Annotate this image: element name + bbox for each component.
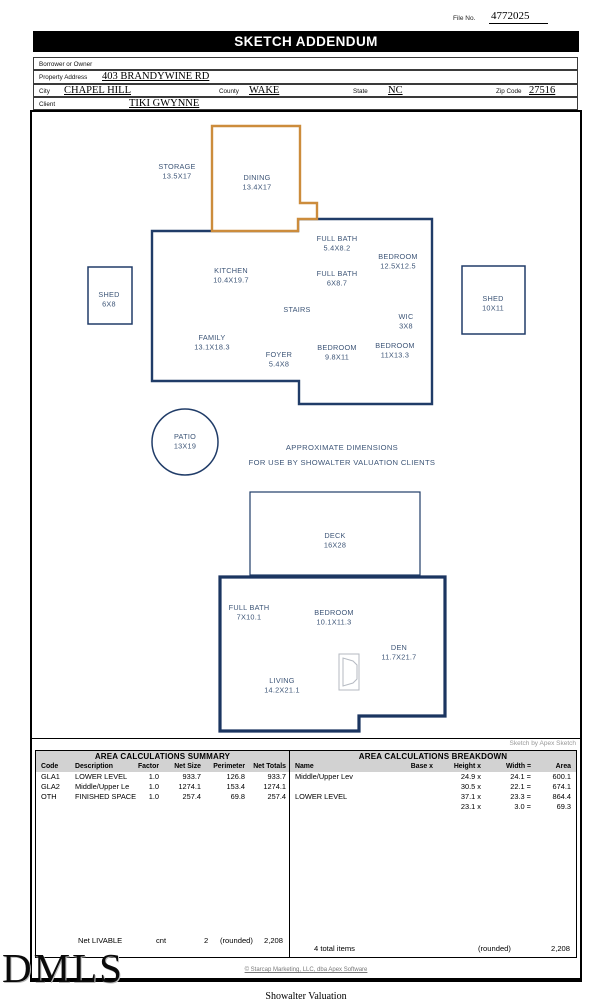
summary-table-title: AREA CALCULATIONS SUMMARY bbox=[36, 751, 289, 762]
room-label-deck: DECK 16X28 bbox=[323, 531, 347, 550]
table-cell: 600.1 bbox=[552, 772, 571, 781]
table-row bbox=[36, 772, 289, 782]
room-label-full-bath-upper: FULL BATH 5.4X8.2 bbox=[316, 234, 358, 253]
city-row bbox=[33, 84, 578, 97]
livable-total: 2,208 bbox=[263, 936, 283, 945]
table-cell bbox=[390, 782, 436, 792]
column-header: Perimeter bbox=[213, 763, 245, 770]
table-cell: 30.5 x bbox=[460, 782, 481, 791]
column-header: Factor bbox=[137, 763, 159, 770]
copyright-line: © Starcap Marketing, LLC, dba Apex Software bbox=[244, 967, 368, 973]
column-header: Net Size bbox=[174, 763, 201, 770]
room-label-patio: PATIO 13X19 bbox=[173, 432, 197, 451]
client-value: TIKI GWYNNE bbox=[129, 98, 200, 109]
table-cell: 23.3 = bbox=[510, 792, 531, 801]
zip-value: 27516 bbox=[529, 85, 556, 96]
table-cell: 24.9 x bbox=[460, 772, 481, 781]
table-cell bbox=[390, 772, 436, 782]
table-row bbox=[36, 792, 289, 802]
table-cell: 933.7 bbox=[267, 772, 286, 781]
rounded-label: (rounded) bbox=[220, 936, 253, 945]
table-cell: 257.4 bbox=[182, 792, 201, 801]
column-header: Net Totals bbox=[253, 763, 286, 770]
table-cell bbox=[390, 792, 436, 802]
table-cell: LOWER LEVEL bbox=[75, 772, 128, 781]
table-cell: 126.8 bbox=[226, 772, 245, 781]
table-cell: OTH bbox=[41, 792, 57, 801]
table-row bbox=[290, 802, 576, 812]
table-cell: 1274.1 bbox=[178, 782, 201, 791]
table-row bbox=[36, 782, 289, 792]
breakdown-table-body bbox=[290, 772, 576, 812]
client-row bbox=[33, 97, 578, 110]
state-label: State bbox=[353, 88, 368, 95]
summary-table-body bbox=[36, 772, 289, 802]
column-header: Code bbox=[41, 763, 59, 770]
table-row bbox=[290, 782, 576, 792]
room-label-stairs: STAIRS bbox=[283, 305, 311, 314]
table-cell: 674.1 bbox=[552, 782, 571, 791]
dimensions-note-line2: FOR USE BY SHOWALTER VALUATION CLIENTS bbox=[248, 458, 436, 467]
table-row bbox=[290, 772, 576, 782]
page-title: SKETCH ADDENDUM bbox=[33, 31, 579, 52]
table-cell: GLA1 bbox=[41, 772, 60, 781]
table-cell: 933.7 bbox=[182, 772, 201, 781]
property-address-row bbox=[33, 70, 578, 84]
room-label-shed-left: SHED 6X8 bbox=[98, 290, 120, 309]
zip-label: Zip Code bbox=[496, 88, 522, 95]
breakdown-table-footer bbox=[290, 944, 576, 954]
property-address-label: Property Address bbox=[39, 74, 88, 81]
table-cell: 23.1 x bbox=[460, 802, 481, 811]
room-label-storage: STORAGE 13.5X17 bbox=[158, 162, 196, 181]
room-label-bedroom-1: BEDROOM 12.5X12.5 bbox=[378, 252, 418, 271]
room-label-bedroom-3: BEDROOM 11X13.3 bbox=[375, 341, 415, 360]
table-cell bbox=[390, 802, 436, 812]
table-cell: 1274.1 bbox=[263, 782, 286, 791]
table-cell: 69.8 bbox=[230, 792, 245, 801]
county-label: County bbox=[219, 88, 239, 95]
column-header: Height x bbox=[453, 763, 481, 770]
room-label-shed-right: SHED 10X11 bbox=[482, 294, 504, 313]
area-calculations-summary-table bbox=[36, 751, 290, 957]
file-no-value: 4772025 bbox=[489, 10, 548, 24]
table-cell: 24.1 = bbox=[510, 772, 531, 781]
column-header: Name bbox=[295, 763, 314, 770]
room-label-living: LIVING 14.2X21.1 bbox=[264, 676, 300, 695]
state-value: NC bbox=[388, 85, 403, 96]
property-address-value: 403 BRANDYWINE RD bbox=[102, 71, 210, 82]
table-cell bbox=[290, 782, 390, 792]
city-value: CHAPEL HILL bbox=[64, 85, 131, 96]
client-label: Client bbox=[39, 101, 56, 108]
table-cell: 69.3 bbox=[556, 802, 571, 811]
borrower-label: Borrower or Owner bbox=[39, 61, 93, 68]
room-label-den: DEN 11.7X21.7 bbox=[381, 643, 417, 662]
livable-count: 2 bbox=[204, 936, 209, 945]
area-calculations-breakdown-table bbox=[290, 751, 576, 957]
table-row bbox=[290, 792, 576, 802]
table-cell: 1.0 bbox=[148, 772, 159, 781]
room-label-full-bath-mid: FULL BATH 6X8.7 bbox=[316, 269, 358, 288]
borrower-row bbox=[33, 57, 578, 70]
room-label-foyer: FOYER 5.4X8 bbox=[265, 350, 293, 369]
dimensions-note-line1: APPROXIMATE DIMENSIONS bbox=[285, 443, 399, 452]
table-cell: 3.0 = bbox=[514, 802, 531, 811]
table-cell: 37.1 x bbox=[460, 792, 481, 801]
city-label: City bbox=[39, 88, 50, 95]
summary-table-header bbox=[36, 762, 289, 772]
table-cell bbox=[290, 802, 390, 812]
net-livable-label: Net LIVABLE bbox=[78, 936, 123, 945]
table-cell: 1.0 bbox=[148, 782, 159, 791]
apex-sketch-credit: Sketch by Apex Sketch bbox=[509, 740, 576, 747]
file-no-label: File No. bbox=[453, 15, 476, 22]
room-label-bedroom-4: BEDROOM 10.1X11.3 bbox=[314, 608, 354, 627]
room-label-family: FAMILY 13.1X18.3 bbox=[194, 333, 230, 352]
rounded-label: (rounded) bbox=[478, 944, 511, 953]
table-cell: 1.0 bbox=[148, 792, 159, 801]
breakdown-total: 2,208 bbox=[550, 944, 570, 953]
column-header: Base x bbox=[410, 763, 433, 770]
table-cell: FINISHED SPACE bbox=[75, 792, 137, 801]
table-cell: 864.4 bbox=[552, 792, 571, 801]
dmls-logo: DMLS bbox=[2, 945, 124, 991]
column-header: Description bbox=[75, 763, 113, 770]
table-cell: 22.1 = bbox=[510, 782, 531, 791]
area-calculations-tables bbox=[35, 750, 577, 958]
table-cell: Middle/Upper Le bbox=[75, 782, 130, 791]
room-label-wic: WIC 3X8 bbox=[398, 312, 414, 331]
room-label-kitchen: KITCHEN 10.4X19.7 bbox=[213, 266, 249, 285]
table-cell: 257.4 bbox=[267, 792, 286, 801]
sheet-border bbox=[30, 110, 582, 982]
room-label-dining: DINING 13.4X17 bbox=[242, 173, 272, 192]
column-header: Area bbox=[555, 763, 571, 770]
column-header: Width = bbox=[505, 763, 531, 770]
table-cell: GLA2 bbox=[41, 782, 60, 791]
county-value: WAKE bbox=[249, 85, 280, 96]
total-items-label: 4 total items bbox=[314, 944, 355, 953]
cnt-label: cnt bbox=[156, 936, 167, 945]
company-name: Showalter Valuation bbox=[265, 991, 347, 1002]
breakdown-table-header bbox=[290, 762, 576, 772]
table-cell: 153.4 bbox=[226, 782, 245, 791]
breakdown-table-title: AREA CALCULATIONS BREAKDOWN bbox=[290, 751, 576, 762]
table-cell: LOWER LEVEL bbox=[295, 792, 348, 801]
room-label-full-bath-lower: FULL BATH 7X10.1 bbox=[228, 603, 270, 622]
table-cell: Middle/Upper Lev bbox=[295, 772, 353, 781]
room-label-bedroom-2: BEDROOM 9.8X11 bbox=[317, 343, 357, 362]
floorplan-sketch bbox=[32, 112, 580, 739]
